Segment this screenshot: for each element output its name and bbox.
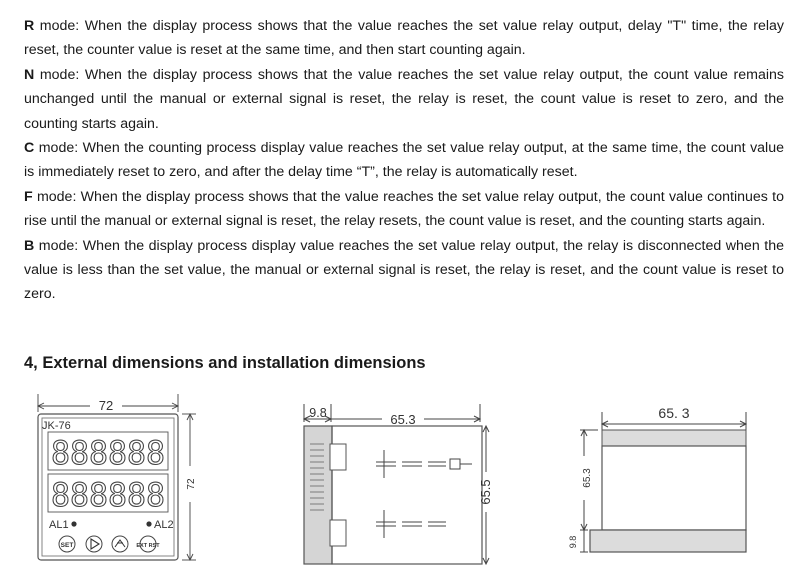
mode-description: mode: When the display process shows that the value reaches the set value relay output, delay "T" time, the relay reset, the counter value is reset at the same time, and then start counting again. (24, 18, 784, 59)
front-height-label: 72 (186, 478, 197, 490)
front-view-drawing (30, 394, 210, 570)
mode-r-paragraph (24, 14, 784, 63)
front-depth-label: 9.8 (309, 406, 327, 420)
mode-c-paragraph (24, 136, 784, 185)
mode-key: N (24, 66, 35, 83)
top-display-digits: 888888 (51, 434, 165, 472)
mode-description: mode: When the display process shows that the value reaches the set value relay output, the count value continues to rise until the manual or external signal is reset, the relay resets, the count value is reset, and the counting starts again. (24, 188, 784, 230)
model-label: JK-76 (42, 420, 71, 432)
cutout-height-label: 65.3 (582, 468, 593, 488)
front-width-label: 72 (98, 398, 114, 413)
ext-reset-label: EXT RST (136, 543, 160, 549)
side-height-label: 65.5 (478, 479, 493, 505)
shift-button[interactable] (86, 536, 102, 552)
mode-descriptions (24, 14, 784, 307)
section-heading: 4, External dimensions and installation dimensions (24, 354, 426, 372)
cutout-width-label: 65. 3 (658, 405, 690, 421)
set-button[interactable] (59, 536, 75, 552)
bottom-display-digits: 888888 (51, 476, 165, 514)
al2-indicator-dot (146, 521, 151, 526)
mode-b-paragraph (24, 234, 784, 307)
mode-description: mode: When the display process shows that the value reaches the set value relay output, the count value remains unchanged until the manual or external signal is reset, the relay is reset, the count value is reset to zero, and the counting starts again. (24, 66, 784, 132)
set-button-label: SET (60, 542, 74, 549)
body-depth-label: 65.3 (390, 412, 416, 427)
ext-reset-button[interactable] (136, 536, 160, 552)
mode-description: mode: When the counting process display value reaches the set value relay output, at the same time, the count value is immediately reset to zero, and after the delay time “T”, the relay is automatically reset. (24, 140, 784, 181)
mode-description: mode: When the display process display value reaches the set value relay output, the relay is disconnected when the value is less than the set value, the manual or external signal is reset, the relay is reset, and the count value is reset to zero. (24, 237, 784, 303)
mode-key: F (24, 188, 33, 205)
al1-label: AL1 (49, 519, 69, 531)
mode-n-paragraph (24, 63, 784, 136)
up-button[interactable] (112, 536, 128, 552)
cutout-base-label: 9.8 (568, 535, 578, 549)
mode-f-paragraph (24, 185, 784, 234)
side-view-drawing (300, 404, 500, 566)
mode-key: R (24, 18, 35, 34)
mode-key: C (24, 140, 35, 157)
mode-key: B (24, 237, 35, 254)
al1-indicator-dot (71, 521, 76, 526)
al2-label: AL2 (154, 519, 174, 531)
cutout-view-drawing (560, 396, 760, 558)
